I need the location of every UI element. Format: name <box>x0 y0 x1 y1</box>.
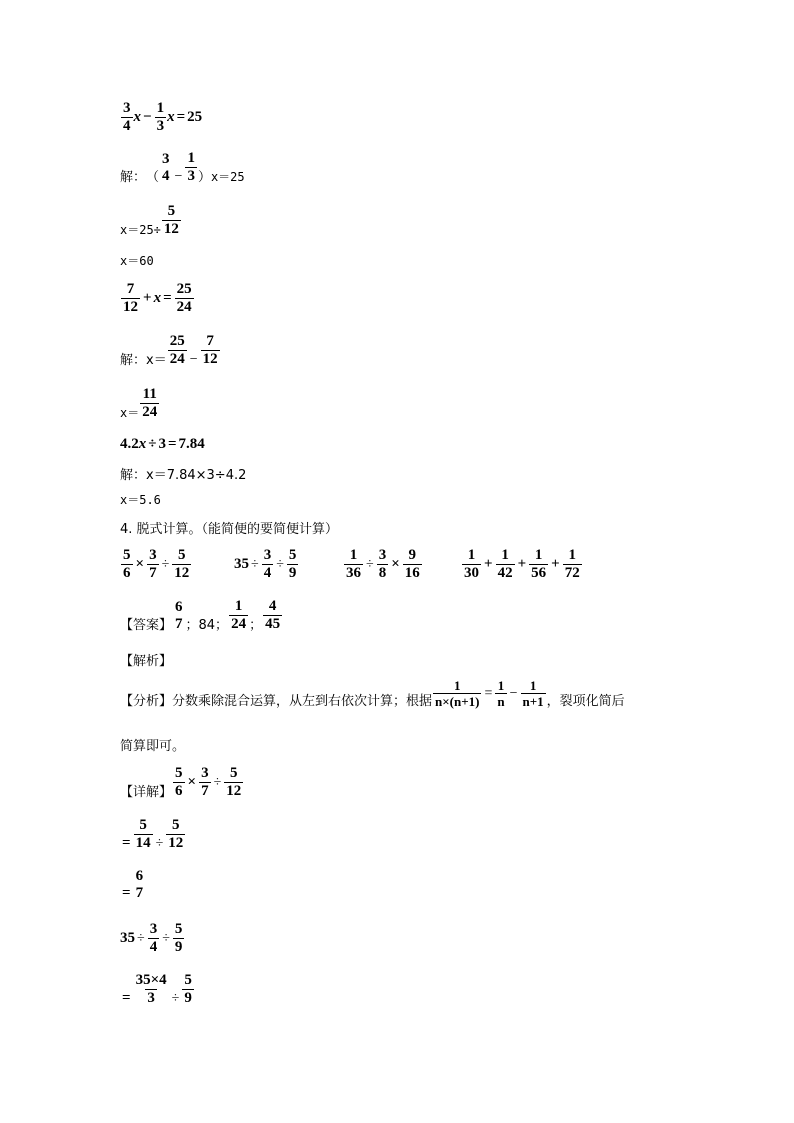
eq2-solution-step2: x＝ $\frac{11}{24}$ <box>120 386 158 420</box>
eq1-solution-step2: x＝25÷ $\frac{5}{12}$ <box>120 203 179 237</box>
eq2-problem: $\frac{7}{12}$ + x = $\frac{25}{24}$ <box>123 281 192 315</box>
detail-step-4: 35 ÷ $\frac{3}{4}$ ÷ $\frac{5}{9}$ <box>120 921 183 955</box>
fraction: $\frac{7}{12}$ <box>123 281 138 315</box>
fraction: $\frac{3}{4}$ <box>123 100 131 134</box>
fraction: $\frac{3}{7}$ <box>149 547 157 581</box>
fraction: $\frac{1}{36}$ <box>346 547 361 581</box>
analysis-line: 【分析】 分数乘除混合运算，从左到右依次计算；根据 $\frac{1}{n\times(n+1)}$ = $\frac{1}{n}$ − $\frac{1}{n+1}$ ，裂项化简后 <box>120 678 625 709</box>
fraction: $\frac{1}{42}$ <box>497 547 513 581</box>
fraction: $\frac{25}{24}$ <box>169 333 185 367</box>
fraction: 3 4 <box>162 150 170 184</box>
fraction: $\frac{5}{14}$ <box>135 817 151 851</box>
eq1-problem: $\frac{3}{4}$ x − $\frac{1}{3}$ x = 25 <box>123 100 203 134</box>
eq2-solution-step1: 解：x＝ $\frac{25}{24}$ − $\frac{7}{12}$ <box>120 333 218 368</box>
eq3-problem: 4.2 x ÷ 3 = 7.84 <box>120 436 205 452</box>
fraction: $\frac{1}{n+1}$ <box>522 678 544 709</box>
fraction: $\frac{5}{9}$ <box>184 972 192 1006</box>
detail-step-3: = 6 7 <box>122 868 144 901</box>
fraction: 6 7 <box>135 868 144 901</box>
q4-expression-2: 35 ÷ $\frac{3}{4}$ ÷ $\frac{5}{9}$ <box>234 547 297 581</box>
fraction: $\frac{5}{9}$ <box>174 921 183 955</box>
eq1-solution-step3: x＝60 <box>120 254 154 268</box>
fraction: $\frac{4}{45}$ <box>265 598 281 632</box>
eq1-solution-step1: 解： （ 3 4 − $\frac{1}{3}$ ） x＝25 <box>120 150 245 185</box>
fraction: $\frac{5}{6}$ <box>175 765 183 799</box>
eq3-solution-step2: x＝5.6 <box>120 493 161 507</box>
detail-step-5: = $\frac{35\times 4}{3}$ ÷ $\frac{5}{9}$ <box>122 972 192 1006</box>
fraction: $\frac{9}{16}$ <box>404 547 420 581</box>
fraction: $\frac{1}{56}$ <box>531 547 547 581</box>
fraction: $\frac{5}{9}$ <box>288 547 297 581</box>
q4-expression-4: $\frac{1}{30}$ + $\frac{1}{42}$ + $\frac{1}{56}$ + $\frac{1}{72}$ <box>464 547 580 581</box>
fraction: $\frac{11}{24}$ <box>142 386 158 420</box>
fraction: $\frac{1}{72}$ <box>564 547 580 581</box>
fraction: $\frac{1}{3}$ <box>156 100 165 134</box>
detail-step-2: = $\frac{5}{14}$ ÷ $\frac{5}{12}$ <box>122 817 184 851</box>
eq3-solution-step1: 解：x＝7.84×3÷4.2 <box>120 468 247 483</box>
fraction: $\frac{7}{12}$ <box>202 333 218 367</box>
fraction: $\frac{3}{4}$ <box>263 547 272 581</box>
fraction: $\frac{5}{12}$ <box>226 765 242 799</box>
fraction: $\frac{3}{4}$ <box>149 921 158 955</box>
fraction: $\frac{5}{12}$ <box>163 203 179 237</box>
fraction: $\frac{25}{24}$ <box>176 281 192 315</box>
answer-line: 【答案】 6 7 ；84； $\frac{1}{24}$ ； $\frac{4}{45}$ <box>120 598 281 633</box>
fraction: 6 7 <box>175 598 183 632</box>
q4-expression-3: $\frac{1}{36}$ ÷ $\frac{3}{8}$ × $\frac{9}{16}$ <box>346 547 420 581</box>
fraction: $\frac{1}{3}$ <box>187 150 195 184</box>
fraction: $\frac{5}{12}$ <box>174 547 190 581</box>
fraction: $\frac{5}{12}$ <box>168 817 184 851</box>
analysis-label: 【解析】 <box>120 654 173 669</box>
fraction: $\frac{5}{6}$ <box>123 547 131 581</box>
fraction: $\frac{1}{24}$ <box>231 598 247 632</box>
fraction: $\frac{1}{n}$ <box>497 678 505 709</box>
fraction: $\frac{1}{30}$ <box>464 547 479 581</box>
question-4-title: 4. 脱式计算。（能简便的要简便计算） <box>120 522 339 537</box>
fraction: $\frac{3}{8}$ <box>378 547 387 581</box>
q4-expression-1: $\frac{5}{6}$ × $\frac{3}{7}$ ÷ $\frac{5}{12}$ <box>123 547 190 581</box>
fraction: $\frac{3}{7}$ <box>201 765 209 799</box>
analysis-line-2: 简算即可。 <box>120 739 186 754</box>
fraction: $\frac{1}{n\times(n+1)}$ <box>435 678 480 709</box>
detail-step-1: 【详解】 $\frac{5}{6}$ × $\frac{3}{7}$ ÷ $\frac{5}{12}$ <box>120 765 242 800</box>
fraction: $\frac{35\times 4}{3}$ <box>135 972 167 1006</box>
